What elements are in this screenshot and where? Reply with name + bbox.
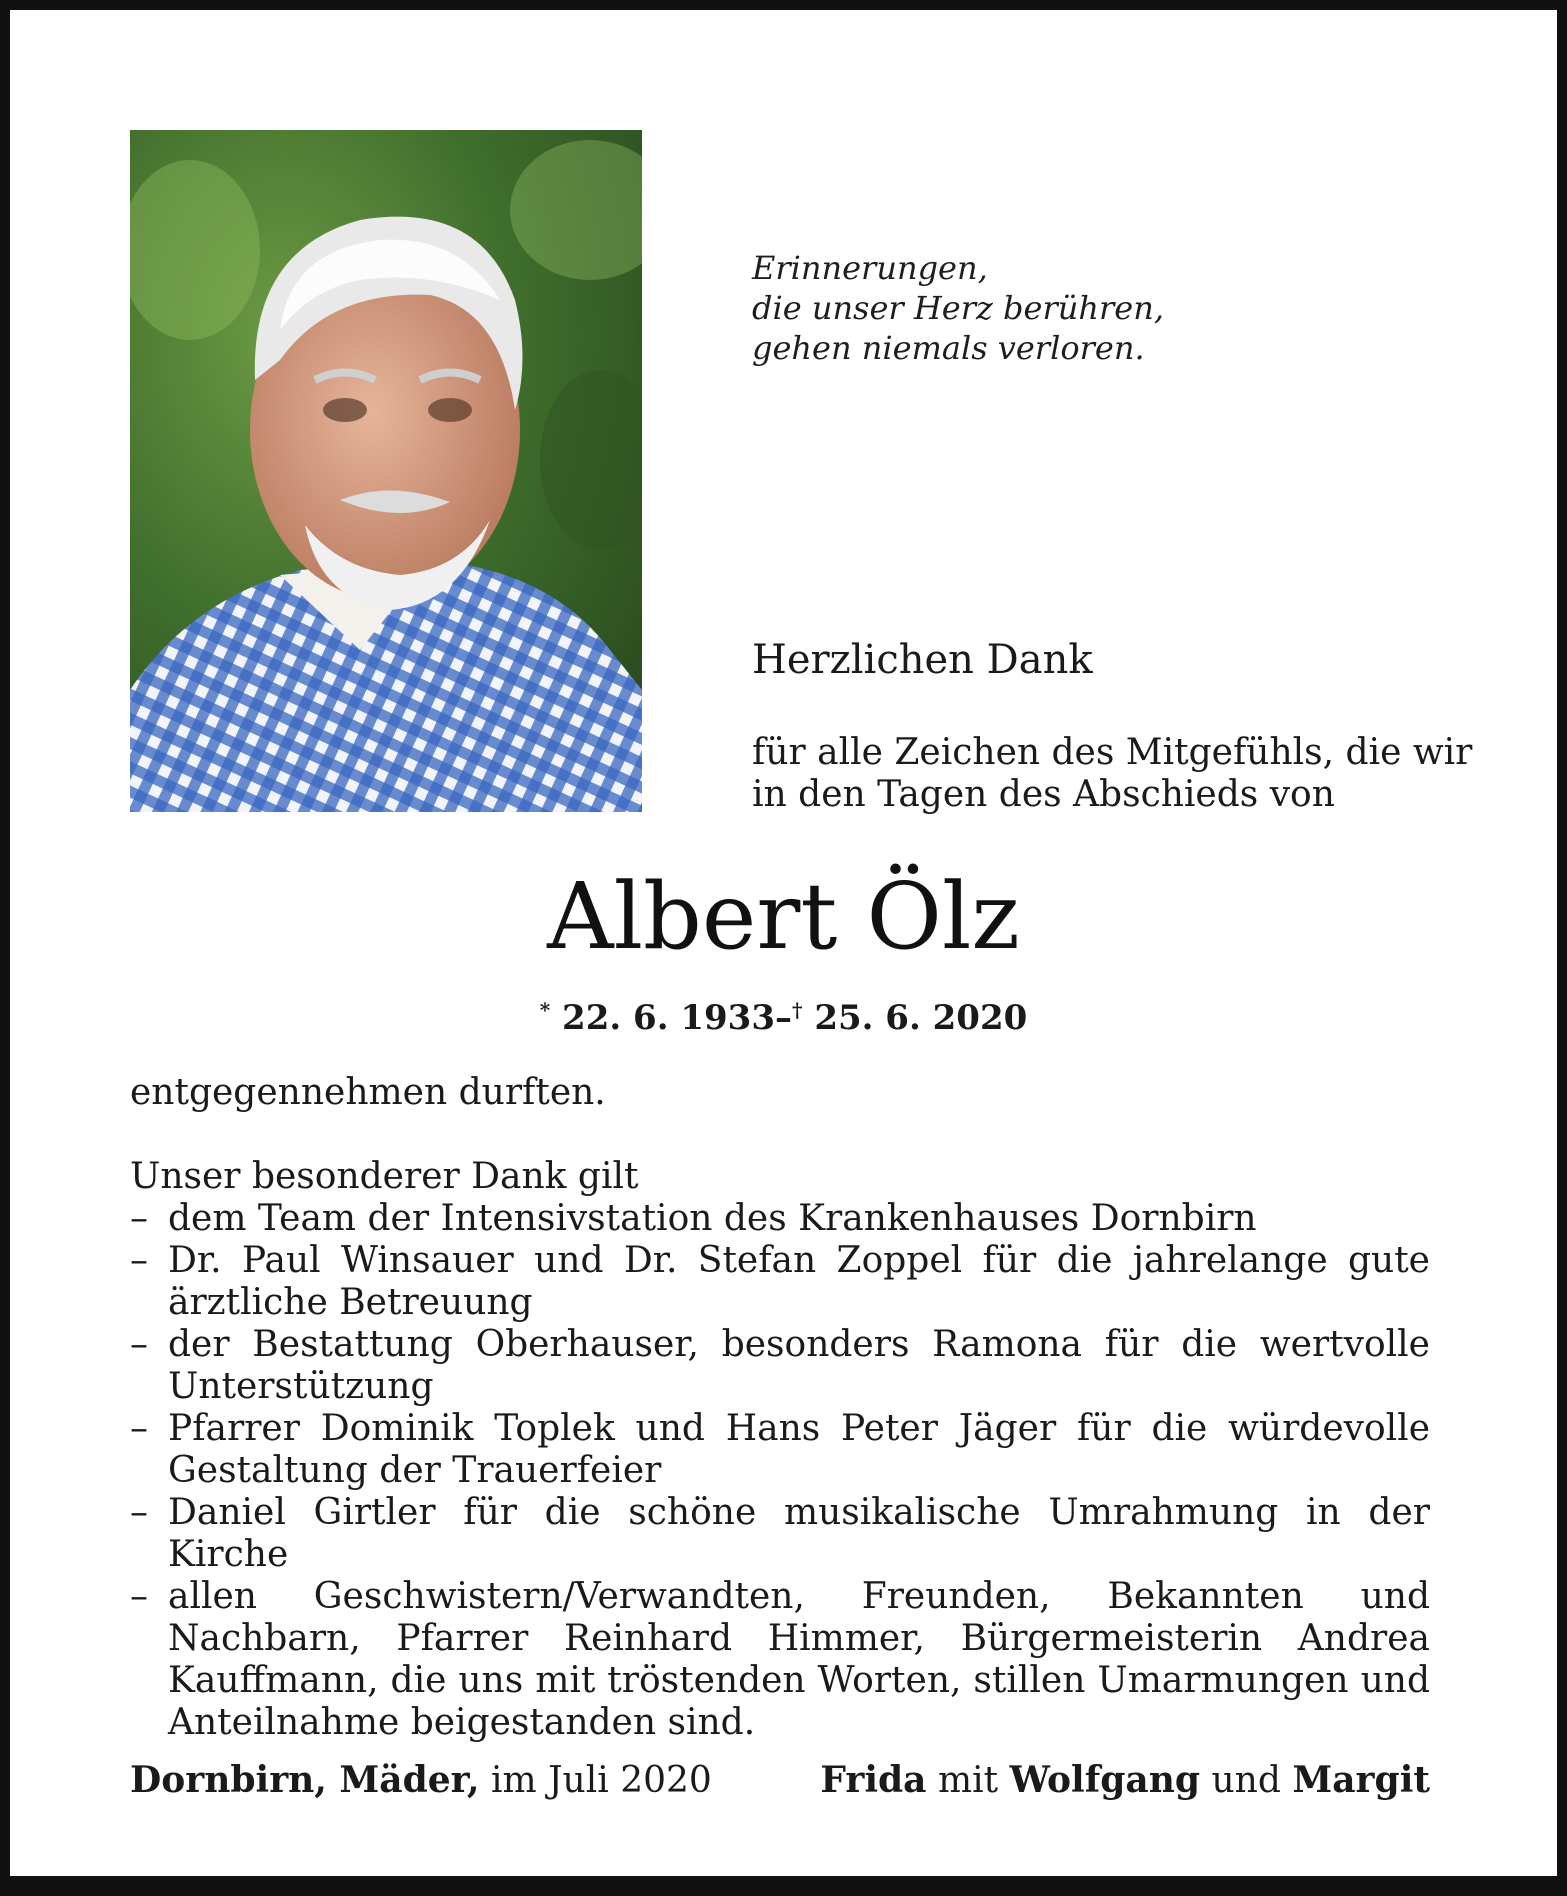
quote-line-2: die unser Herz berühren,: [752, 289, 1164, 327]
list-item: – Daniel Girtler für die schöne musikalische Umrahmung in der Kirche: [130, 1492, 1430, 1576]
thanks-list: [130, 1198, 1430, 1744]
thanks-heading: Herzlichen Dank: [752, 637, 1093, 683]
signer-3: Margit: [1292, 1759, 1430, 1801]
conjunction-2: und: [1211, 1760, 1281, 1801]
obituary-page: [10, 10, 1557, 1876]
life-dates: [10, 988, 1557, 1040]
birth-date: 22. 6. 1933: [562, 998, 775, 1038]
birth-symbol: *: [539, 998, 551, 1022]
memorial-quote: [752, 248, 1164, 368]
signer-2: Wolfgang: [1009, 1759, 1201, 1801]
death-symbol: †: [792, 998, 803, 1022]
signatures: [820, 1758, 1430, 1803]
thanks-intro-line-1: für alle Zeichen des Mitgefühls, die wir: [752, 732, 1473, 773]
quote-line-1: Erinnerungen,: [752, 249, 988, 287]
list-item: – Dr. Paul Winsauer und Dr. Stefan Zoppel für die jahrelange gute ärztliche Betreuung: [130, 1240, 1430, 1324]
list-item: – allen Geschwistern/Verwandten, Freunden, Bekannten und Nachbarn, Pfarrer Reinhard Himmer, Bürgermeisterin Andrea Kauffmann, die uns mit tröstenden Worten, stillen Umarmungen und Anteilnahme beigestanden sind.: [130, 1576, 1430, 1744]
date-separator: –: [775, 998, 792, 1038]
conjunction-1: mit: [937, 1760, 999, 1801]
portrait-photo: [130, 130, 642, 812]
quote-line-3: gehen niemals verloren.: [752, 329, 1145, 367]
place-and-date: [130, 1758, 712, 1803]
list-item: – Pfarrer Dominik Toplek und Hans Peter Jäger für die würdevolle Gestaltung der Trauerfeier: [130, 1408, 1430, 1492]
thanks-intro: [752, 732, 1472, 816]
place: Dornbirn, Mäder,: [130, 1759, 480, 1801]
date: im Juli 2020: [491, 1760, 712, 1801]
deceased-name: Albert Ölz: [547, 863, 1020, 970]
thanks-body: [130, 1072, 1430, 1744]
continuation-text: entgegennehmen durften.: [130, 1072, 606, 1113]
list-item: – dem Team der Intensivstation des Krankenhauses Dornbirn: [130, 1198, 1430, 1240]
signer-1: Frida: [820, 1759, 927, 1801]
special-thanks-intro: Unser besonderer Dank gilt: [130, 1156, 639, 1197]
death-date: 25. 6. 2020: [814, 998, 1028, 1038]
thanks-intro-line-2: in den Tagen des Abschieds von: [752, 774, 1335, 815]
list-item: – der Bestattung Oberhauser, besonders Ramona für die wertvolle Unterstützung: [130, 1324, 1430, 1408]
